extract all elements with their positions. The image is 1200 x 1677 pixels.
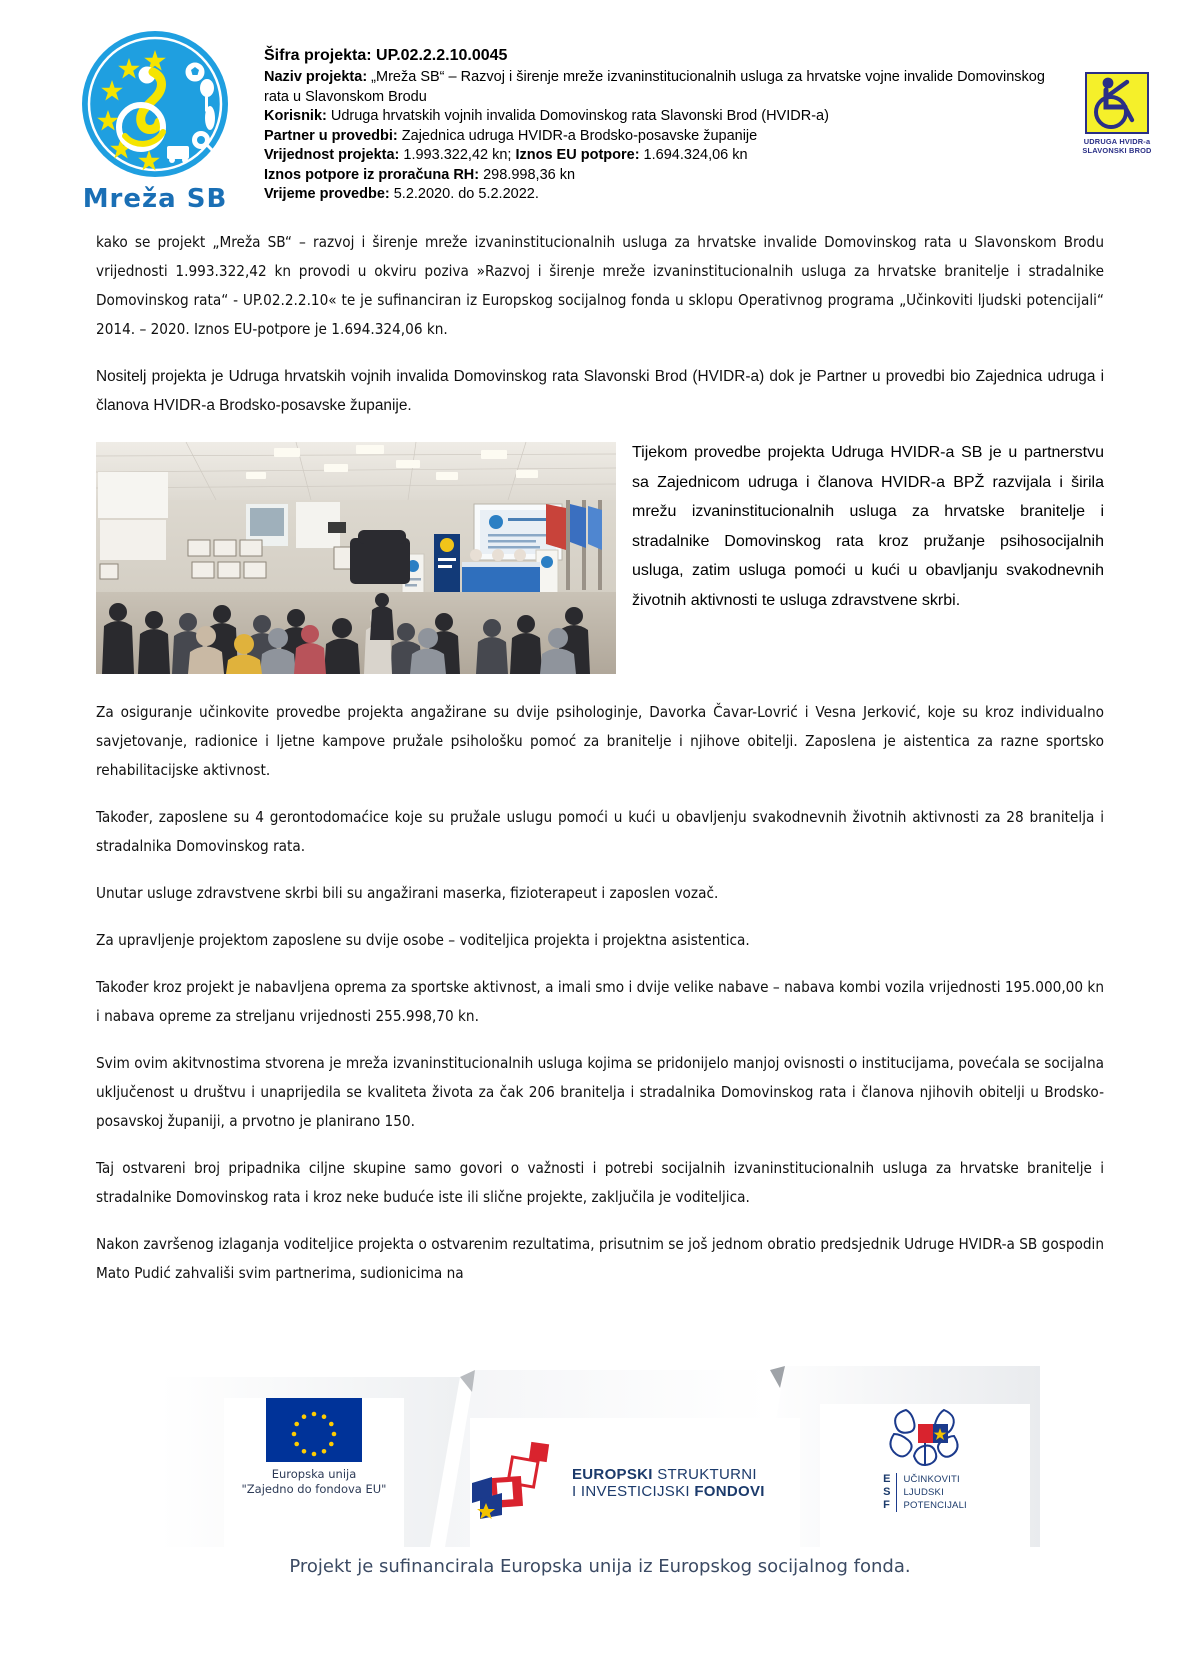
esi-funds-word-strukturni: STRUKTURNI [652,1465,757,1483]
project-value-line [264,146,1062,166]
project-value-label: Vrijednost projekta: [264,147,400,163]
beneficiary-value: Udruga hrvatskih vojnih invalida Domovinskog rata Slavonski Brod (HVIDR-a) [326,108,829,124]
project-metadata-block [250,28,1062,205]
paragraph-implementation: Tijekom provedbe projekta Udruga HVIDR-a SB je u partnerstvu sa Zajednicom udruga i članova HVIDR-a BPŽ razvijala i širila mrežu izvaninstitucionalnih usluga za hrvatske branitelje i stradalnike Domovinskog rata kroz pružanje psihosocijalnih usluga, zatim usluga pomoći u kući u obavljanju svakodnevnih životnih aktivnosti te usluga zdravstvene skrbi. [632,444,1104,609]
paragraph-procurement: Također kroz projekt je nabavljena oprema za sportske aktivnost, a imali smo i dvije velike nabave – nabava kombi vozila vrijednosti 195.000,00 kn i nabava opreme za streljanu vrijednosti 255.998,70 kn. [96,978,1104,1025]
conference-hall-image [96,442,616,674]
mreza-sb-logo [60,28,250,214]
mreza-sb-circular-logo-icon [79,28,231,180]
mreza-sb-logo-caption: Mreža SB [82,184,228,214]
esf-text-row [883,1473,967,1512]
eu-flag-caption-line2: "Zajedno do fondova EU" [241,1482,387,1496]
esi-funds-icon [470,1441,562,1524]
partner-line [264,127,1062,147]
paragraph-closing: Nakon završenog izlaganja voditeljice projekta o ostvarenim rezultatima, prisutnim se još jednom obratio predsjednik Udruge HVIDR-a SB gospodin Mato Pudić zahvališi svim partnerima, sudionicima na [96,1235,1104,1282]
hvidr-logo-line1: UDRUGA HVIDR-a [1083,137,1151,146]
funding-statement: Projekt je sufinancirala Europska unija iz Europskog socijalnog fonda. [289,1556,911,1577]
rh-support-line [264,166,1062,186]
esi-funds-word-europski: EUROPSKI [572,1465,653,1483]
project-code-label: Šifra projekta: [264,47,372,64]
esf-letter-e: E [883,1473,891,1485]
duration-line [264,185,1062,205]
project-name-label: Naziv projekta: [264,69,368,85]
beneficiary-line [264,107,1062,127]
rh-support-amount: 298.998,36 kn [479,166,576,183]
duration-value: 5.2.2020. do 5.2.2022. [389,186,539,202]
esf-word-ljudski: LJUDSKI [903,1487,944,1498]
project-name-line [264,68,1062,107]
paragraph-gerontohousekeepers: Također, zaposlene su 4 gerontodomaćice koje su pružale uslugu pomoći u kući u obavljenju svakodnevnih životnih aktivnosti za 28 branitelja i stradalnika Domovinskog rata. [96,808,1104,855]
project-code-line [264,44,1062,67]
hvidr-logo-line2: SLAVONSKI BROD [1082,146,1152,155]
esf-flower-icon [884,1404,966,1471]
paragraph-intro: kako se projekt „Mreža SB“ – razvoj i širenje mreže izvaninstitucionalnih usluga za hrvatske invalide Domovinskog rata u Slavonskom Brodu vrijednosti 1.993.322,42 kn provodi u okviru poziva »Razvoj i širenje mreže izvaninstitucionalnih usluga za hrvatske branitelje i stradalnike Domovinskog rata“ - UP.02.2.2.10« te je sufinanciran iz Europskog socijalnog fonda u sklopu Operativnog programa „Učinkoviti ljudski potencijali“ 2014. – 2020. Iznos EU-potpore je 1.694.324,06 kn. [96,233,1104,338]
eu-funding-banner [160,1352,1040,1547]
conference-photo [96,442,616,674]
partner-value: Zajednica udruga HVIDR-a Brodsko-posavske županije [397,127,758,144]
eu-flag-caption-line1: Europska unija [271,1467,357,1481]
esf-letters [883,1473,890,1512]
project-code-value: UP.02.2.2.10.0045 [371,47,508,64]
esi-funds-text [572,1466,765,1500]
paragraph-management: Za upravljenje projektom zaposlene su dvije osobe – voditeljica projekta i projektna asistentica. [96,931,750,949]
paragraph-psychologists: Za osiguranje učinkovite provedbe projekta angažirane su dvije psihologinje, Davorka Čavar-Lovrić i Vesna Jerković, koje su kroz individualno savjetovanje, radionice i ljetne kampove pružale psihološku pomoć za branitelje i njihove obitelji. Zaposlena je aistentica za razne sportsko rehabilitacijske aktivnost. [96,703,1104,779]
rh-support-label: Iznos potpore iz proračuna RH: [264,166,480,183]
duration-label: Vrijeme provedbe: [264,186,390,202]
paragraph-carrier: Nositelj projekta je Udruga hrvatskih vojnih invalida Domovinskog rata Slavonski Brod (HVIDR-a) dok je Partner u provedbi bio Zajednica udruga i članova HVIDR-a Brodsko-posavske županije. [96,368,1104,414]
beneficiary-label: Korisnik: [264,108,327,124]
eu-support-label: Iznos EU potpore: [515,147,640,163]
esi-funds-line1 [572,1466,765,1483]
esi-funds-word-fondovi: FONDOVI [694,1482,765,1500]
esf-divider [896,1473,897,1512]
esf-words [903,1473,966,1512]
eu-support-amount: 1.694.324,06 kn [639,147,748,163]
esf-letter-s: S [883,1486,891,1498]
document-header [0,0,1200,214]
esf-word-ucinkoviti: UČINKOVITI [903,1474,960,1485]
hvidr-logo-text [1082,137,1151,155]
esf-block [820,1404,1030,1547]
photo-and-text-block [96,438,1104,680]
esf-letter-f: F [883,1499,890,1511]
partner-label: Partner u provedbi: [264,127,398,144]
paragraph-results: Svim ovim akitvnostima stvorena je mreža izvaninstitucionalnih usluga kojima se pridonijelo manjoj ovisnosti o institucijama, povećala se socijalna uključenost u društvu i unaprijedila se kvaliteta života za čak 206 branitelja i stradalnika Domovinskog rata i članova njihovih obitelji u Brodsko-posavskoj županiji, a prvotno je planirano 150. [96,1054,1104,1130]
esi-funds-block [470,1418,800,1547]
project-name-value: „Mreža SB“ – Razvoj i širenje mreže izvaninstitucionalnih usluga za hrvatske vojne invalide Domovinskog rata u Slavonskom Brodu [264,69,1045,105]
eu-flag-caption [242,1467,387,1497]
paragraph-healthcare: Unutar usluge zdravstvene skrbi bili su angažirani maserka, fizioterapeut i zaposlen vozač. [96,884,719,902]
paragraph-conclusion: Taj ostvareni broj pripadnika ciljne skupine samo govori o važnosti i potrebi socijalnih izvaninstitucionalnih usluga za hrvatske branitelje i stradalnike Domovinskog rata i kroz neke buduće iste ili slične projekte, zaključila je voditeljica. [96,1159,1104,1206]
document-body [0,228,1200,1288]
esi-funds-line2 [572,1483,765,1500]
esi-funds-word-investicijski: I INVESTICIJSKI [572,1482,695,1500]
eu-flag-icon [266,1398,362,1462]
wheelchair-accessibility-icon [1085,72,1149,134]
project-value-amount: 1.993.322,42 kn; [399,147,516,163]
esf-word-potencijali: POTENCIJALI [903,1500,967,1511]
hvidr-logo [1062,28,1172,155]
eu-flag-block [224,1398,404,1547]
